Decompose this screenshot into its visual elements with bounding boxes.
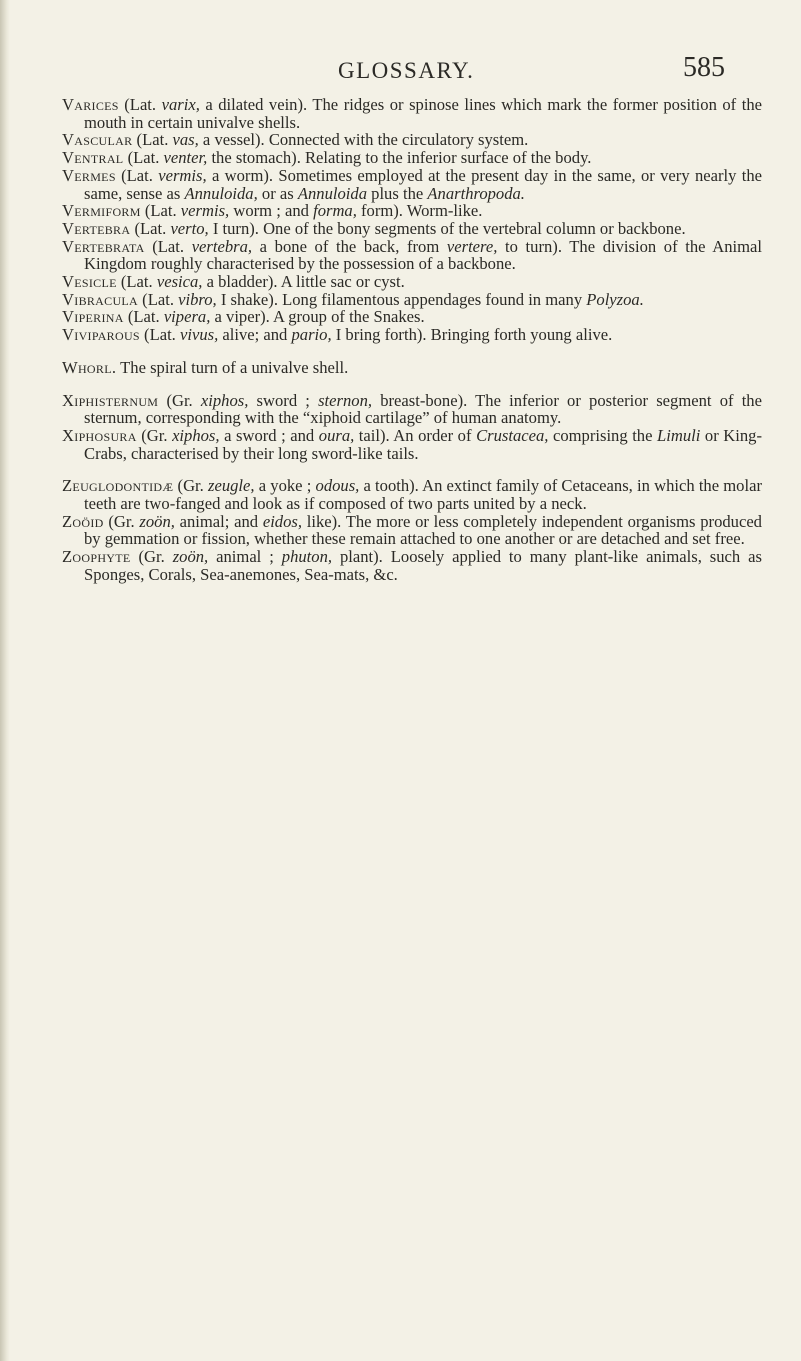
entry-italic-term: Annuloida bbox=[297, 183, 367, 203]
entry-headword: Whorl. bbox=[62, 357, 117, 377]
entry-italic-term: oura, bbox=[318, 425, 355, 445]
entry-text: a sword ; and bbox=[219, 425, 319, 445]
entry-text: like). The more or less completely independent organisms produced by gemmation or fission, whether these remain attached to one another or are detached and set free. bbox=[84, 511, 762, 549]
page-number: 585 bbox=[683, 52, 725, 83]
glossary-entry bbox=[62, 291, 762, 309]
entry-text: a tooth). An extinct family of Cetaceans, in which the molar teeth are two-fanged and look as if composed of two parts united by a neck. bbox=[84, 476, 762, 514]
entry-italic-term: vibro, bbox=[178, 289, 217, 309]
entry-text: (Gr. bbox=[103, 511, 140, 531]
entry-headword: Vibracula bbox=[62, 289, 139, 309]
entry-text: or as bbox=[257, 183, 298, 203]
entry-text: (Lat. bbox=[144, 236, 192, 256]
entry-italic-term: Crustacea, bbox=[476, 425, 549, 445]
entry-text: (Lat. bbox=[116, 272, 157, 292]
entry-italic-term: odous, bbox=[315, 476, 360, 496]
entry-italic-term: forma, bbox=[313, 201, 357, 221]
entry-text: (Lat. bbox=[132, 130, 173, 150]
entry-text: comprising the bbox=[548, 425, 658, 445]
entry-text: plant). Loosely applied to many plant-like animals, such as Sponges, Corals, Sea-anemones, Sea-mats, &c. bbox=[84, 547, 762, 584]
entry-headword: Xiphisternum bbox=[62, 390, 159, 410]
entry-italic-term: venter, bbox=[163, 148, 208, 168]
entry-italic-term: zoön, bbox=[139, 511, 175, 531]
entry-italic-term: Limuli bbox=[657, 425, 701, 445]
glossary-entry bbox=[62, 220, 762, 238]
entry-headword: Varices bbox=[62, 95, 119, 114]
glossary-entry bbox=[62, 513, 762, 548]
entry-text: to turn). The division of the Animal Kingdom roughly characterised by the possession of a backbone. bbox=[84, 236, 763, 274]
entry-italic-term: xiphos, bbox=[200, 390, 249, 410]
entry-headword: Vertebrata bbox=[62, 236, 145, 256]
glossary-entry bbox=[62, 477, 762, 512]
entry-text: (Lat. bbox=[138, 289, 179, 309]
glossary-entry bbox=[62, 427, 762, 462]
entry-italic-term: vermis, bbox=[180, 201, 230, 221]
entry-text: (Gr. bbox=[130, 547, 173, 567]
glossary-entry bbox=[62, 548, 762, 583]
entry-italic-term: Polyzoa. bbox=[586, 289, 644, 309]
entry-text: tail). An order of bbox=[354, 425, 477, 445]
entry-headword: Zoophyte bbox=[62, 547, 131, 567]
entry-text: worm ; and bbox=[229, 201, 314, 221]
glossary-entry bbox=[62, 273, 762, 291]
entry-headword: Viviparous bbox=[62, 325, 140, 345]
entry-text: (Lat. bbox=[115, 165, 159, 185]
entry-italic-term: vertere, bbox=[446, 236, 498, 256]
entry-text: a bladder). A little sac or cyst. bbox=[202, 272, 405, 292]
glossary-entries bbox=[62, 96, 762, 584]
entry-text: (Gr. bbox=[158, 390, 201, 410]
entry-headword: Zeuglodontidæ bbox=[62, 476, 174, 496]
entry-text: (Gr. bbox=[136, 425, 173, 445]
entry-headword: Vascular bbox=[62, 130, 133, 150]
entry-italic-term: phuton, bbox=[281, 547, 333, 567]
entry-italic-term: zoön, bbox=[172, 547, 209, 567]
entry-text: form). Worm-like. bbox=[356, 201, 483, 221]
entry-text: (Lat. bbox=[139, 325, 180, 345]
glossary-entry bbox=[62, 167, 762, 202]
entry-italic-term: Annuloida, bbox=[184, 183, 258, 203]
entry-text: I shake). Long filamentous appendages found in many bbox=[216, 289, 587, 309]
entry-text: (Lat. bbox=[130, 218, 171, 238]
entry-headword: Viperina bbox=[62, 307, 124, 327]
entry-italic-term: sternon, bbox=[318, 390, 373, 410]
glossary-entry bbox=[62, 238, 762, 273]
entry-text: animal; and bbox=[174, 511, 263, 531]
glossary-entry bbox=[62, 149, 762, 167]
entry-italic-term: vesica, bbox=[156, 272, 203, 292]
entry-italic-term: vas, bbox=[172, 130, 199, 150]
entry-headword: Xiphosura bbox=[62, 425, 137, 445]
entry-text: a vessel). Connected with the circulatory system. bbox=[198, 130, 529, 150]
entry-headword: Ventral bbox=[62, 148, 124, 168]
entry-italic-term: vivus, bbox=[179, 325, 219, 345]
entry-text: I turn). One of the bony segments of the vertebral column or backbone. bbox=[208, 218, 686, 238]
entry-italic-term: vertebra, bbox=[191, 236, 253, 256]
entry-text: (Gr. bbox=[173, 476, 208, 496]
glossary-entry bbox=[62, 308, 762, 326]
entry-text: a bone of the back, from bbox=[252, 236, 447, 256]
entry-italic-term: verto, bbox=[170, 218, 209, 238]
entry-headword: Zoöid bbox=[62, 511, 104, 531]
entry-italic-term: pario, bbox=[291, 325, 332, 345]
page-header bbox=[0, 52, 801, 84]
entry-text: the stomach). Relating to the inferior surface of the body. bbox=[207, 148, 592, 168]
entry-text: The spiral turn of a univalve shell. bbox=[116, 357, 349, 377]
glossary-entry bbox=[62, 359, 762, 377]
entry-italic-term: vipera, bbox=[163, 307, 211, 327]
entry-headword: Vesicle bbox=[62, 272, 117, 292]
entry-text: (Lat. bbox=[140, 201, 181, 221]
glossary-entry bbox=[62, 96, 762, 131]
entry-italic-term: eidos, bbox=[262, 511, 303, 531]
entry-text: a yoke ; bbox=[254, 476, 316, 496]
entry-text: animal ; bbox=[208, 547, 282, 567]
entry-text: sword ; bbox=[248, 390, 319, 410]
entry-headword: Vermes bbox=[62, 165, 116, 185]
entry-text: (Lat. bbox=[123, 148, 164, 168]
entry-headword: Vertebra bbox=[62, 218, 131, 238]
entry-text: a dilated vein). The ridges or spinose lines which mark the former position of the mouth in certain univalve shells. bbox=[84, 95, 762, 132]
entry-headword: Vermiform bbox=[62, 201, 141, 221]
entry-text: or King-Crabs, characterised by their long sword-like tails. bbox=[84, 425, 762, 463]
page-edge-shadow bbox=[0, 0, 10, 1361]
entry-italic-term: Anarthropoda. bbox=[427, 183, 525, 203]
entry-italic-term: vermis, bbox=[158, 165, 207, 185]
glossary-entry bbox=[62, 131, 762, 149]
glossary-entry bbox=[62, 326, 762, 344]
entry-italic-term: xiphos, bbox=[172, 425, 220, 445]
entry-text: breast-bone). The inferior or posterior segment of the sternum, corresponding with the “xiphoid cartilage” of human anatomy. bbox=[84, 390, 762, 428]
entry-text: I bring forth). Bringing forth young alive. bbox=[331, 325, 613, 345]
entry-text: a worm). Sometimes employed at the present day in the same, or very nearly the same, sense as bbox=[84, 165, 762, 203]
entry-italic-term: varix, bbox=[161, 95, 200, 114]
entry-text: (Lat. bbox=[123, 307, 164, 327]
running-title: GLOSSARY. bbox=[338, 58, 475, 83]
glossary-entry bbox=[62, 392, 762, 427]
entry-italic-term: zeugle, bbox=[208, 476, 255, 496]
glossary-entry bbox=[62, 202, 762, 220]
entry-text: plus the bbox=[367, 183, 428, 203]
entry-text: a viper). A group of the Snakes. bbox=[210, 307, 425, 327]
entry-text: alive; and bbox=[218, 325, 292, 345]
entry-text: (Lat. bbox=[118, 95, 162, 114]
